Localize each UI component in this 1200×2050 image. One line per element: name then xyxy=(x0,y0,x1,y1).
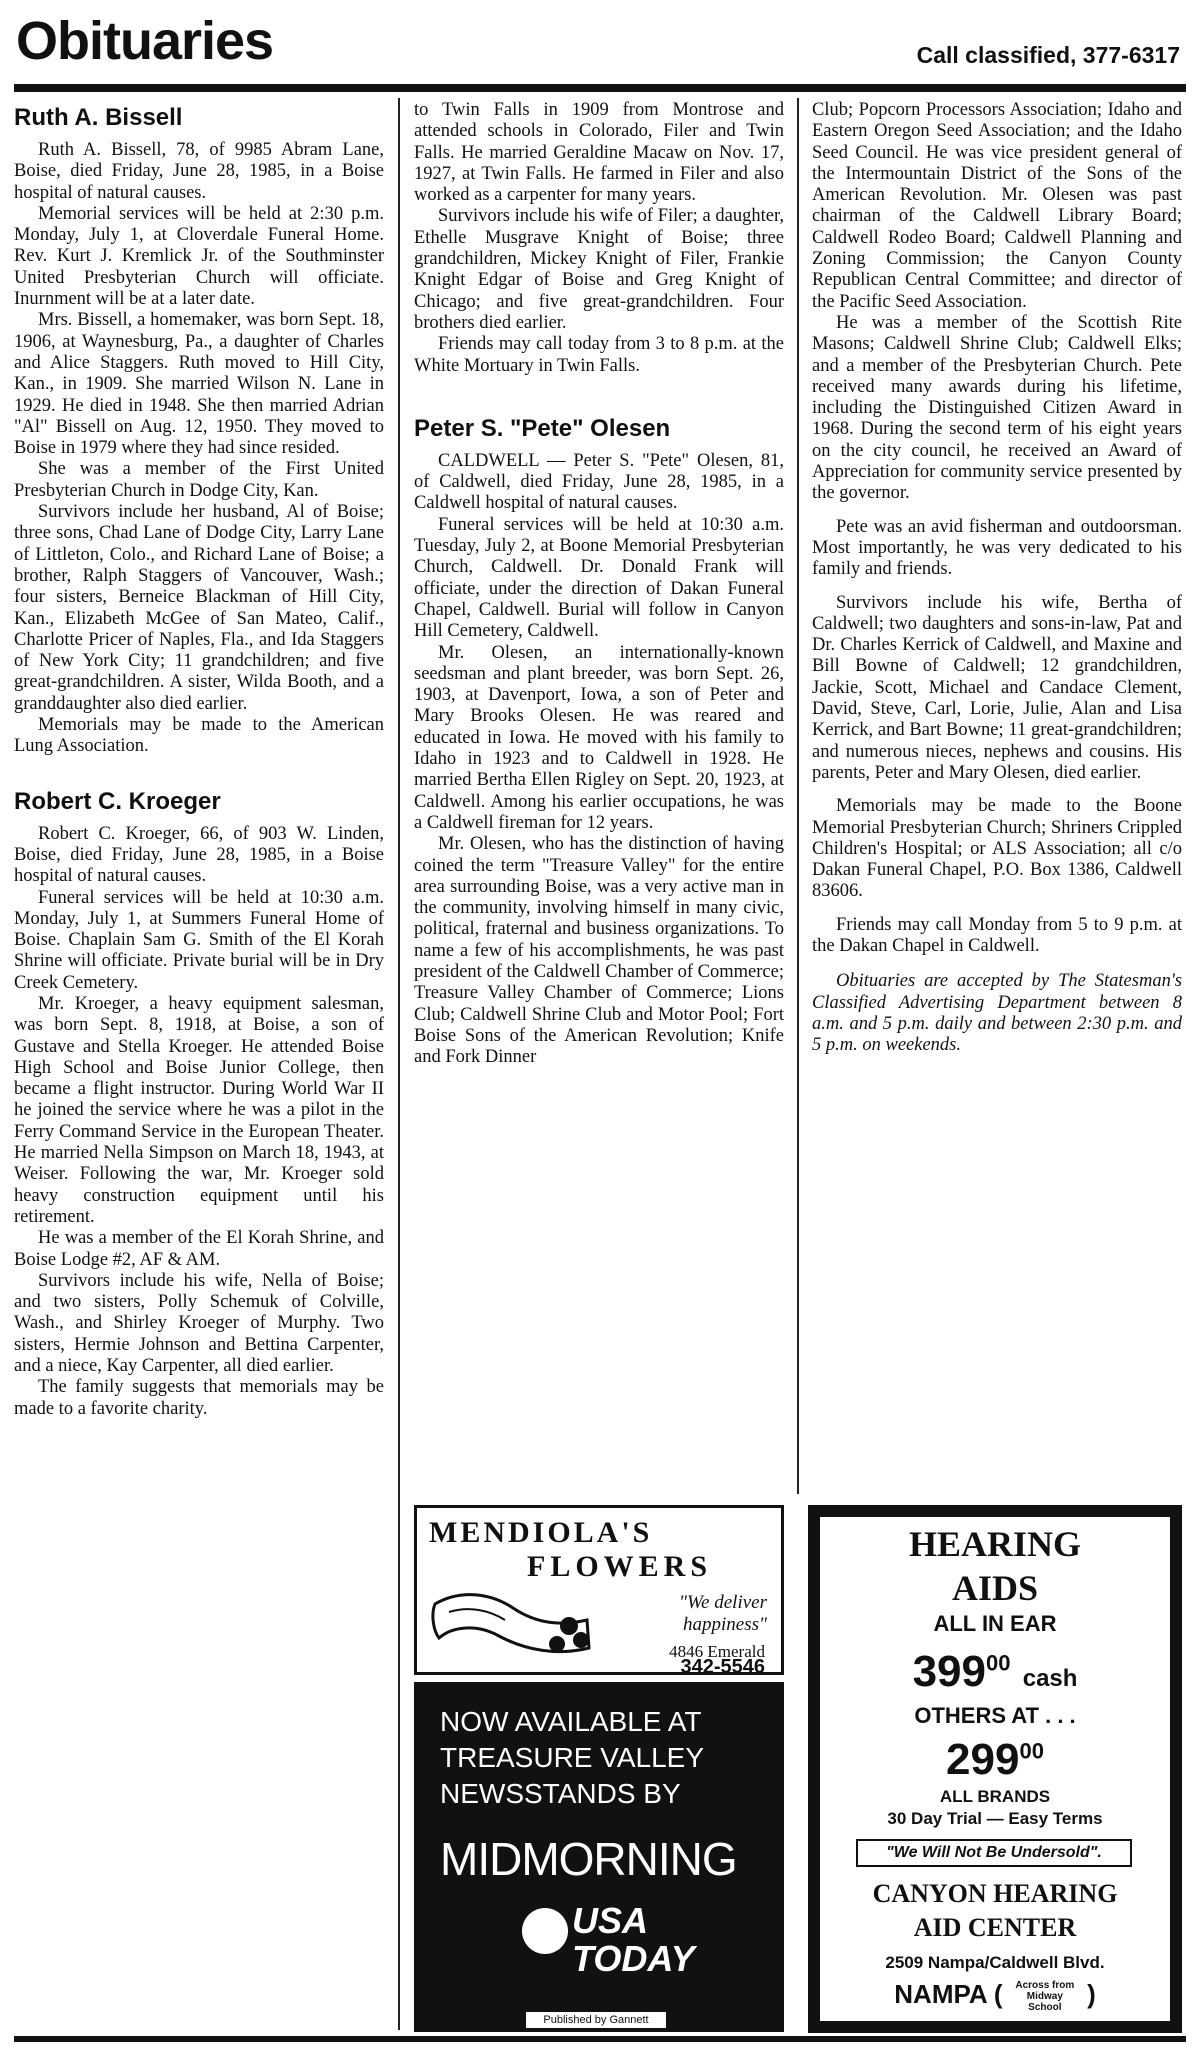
obituary-name-bissell: Ruth A. Bissell xyxy=(14,104,183,131)
obituary-paragraph: Survivors include her husband, Al of Boise; three sons, Chad Lane of Dodge City, Larry Lane of Littleton, Colo., and Richard Lane of Boise; a brother, Ralph Staggers of Vancouver, Wash.; four sisters, Berneice Blackman of Hill City, Kan., Elizabeth McGee of San Mateo, Calif., Charlotte Pricer of Naples, Fla., and Ida Staggers of New York City; 11 grandchildren; and five great-grandchildren. A sister, Wilda Booth, and a granddaughter also died earlier. xyxy=(14,502,384,714)
globe-icon xyxy=(522,1908,568,1954)
price-others: $299^{00}$ xyxy=(946,1735,1044,1784)
masthead xyxy=(14,6,1186,82)
obituary-paragraph: The family suggests that memorials may be made to a favorite charity. xyxy=(14,1377,384,1419)
obituary-paragraph: Friends may call Monday from 5 to 9 p.m. at the Dakan Chapel in Caldwell. xyxy=(812,914,1182,956)
obituary-paragraph: Survivors include his wife, Bertha of Caldwell; two daughters and sons-in-law, Pat and Dr. Charles Kerrick of Caldwell, and Maxine and Bill Bowne of Caldwell; 12 grandchildren, Jackie, Scott, Michael and Candace Clement, David, Steve, Carl, Lorie, Julie, Alan and Lisa Kerrick, and Bart Bowne; 11 great-grandchildren; and numerous nieces, nephews and cousins. His parents, Peter and Mary Olesen, died earlier. xyxy=(812,592,1182,783)
obituary-paragraph: Funeral services will be held at 10:30 a.m. Tuesday, July 2, at Boone Memorial Presbyterian Church, Caldwell. Dr. Donald Frank will officiate, under the direction of Dakan Funeral Chapel, Caldwell. Burial will follow in Canyon Hill Cemetery, Caldwell. xyxy=(414,514,784,642)
obituary-paragraph: She was a member of the First United Presbyterian Church in Dodge City, Kan. xyxy=(14,459,384,501)
business-name-2: AID CENTER xyxy=(913,1913,1077,1942)
obituary-paragraph: Survivors include his wife of Filer; a daughter, Ethelle Musgrave Knight of Boise; three grandchildren, Mickey Knight of Filer, Frankie Knight Edgar of Boise and Greg Knight of Chicago; and five great-grandchildren. Four brothers died earlier. xyxy=(414,206,784,333)
column-1 xyxy=(14,104,384,1420)
column-2 xyxy=(414,100,784,1068)
obituary-paragraph: Pete was an avid fisherman and outdoorsman. Most importantly, he was very dedicated to his family and friends. xyxy=(812,516,1182,580)
obituary-paragraph: Mr. Olesen, who has the distinction of having coined the term "Treasure Valley" for the entire area surrounding Boise, was a very active man in the community, involving himself in many civic, political, fraternal and business organizations. To name a few of his accomplishments, he was past president of the Caldwell Chamber of Commerce; Treasure Valley Chamber of Commerce; Lions Club; Caldwell Shrine Club and Motor Pool; Fort Boise Sons of the American Revolution; Knife and Fork Dinner xyxy=(414,834,784,1068)
hearing-headline: HEARING xyxy=(908,1524,1082,1564)
top-rule xyxy=(14,84,1186,92)
obituary-paragraph: to Twin Falls in 1909 from Montrose and attended schools in Colorado, Filer and Twin Falls. He married Geraldine Macaw on Nov. 17, 1927, at Twin Falls. He farmed in Filer and also worked as a carpenter for many years. xyxy=(414,100,784,206)
business-address: 2509 Nampa/Caldwell Blvd. xyxy=(885,1953,1105,1972)
aids-headline: AIDS xyxy=(951,1568,1039,1608)
obituary-paragraph: Friends may call today from 3 to 8 p.m. at the White Mortuary in Twin Falls. xyxy=(414,334,784,376)
cornucopia-icon xyxy=(429,1586,599,1666)
flowers-ad xyxy=(414,1505,784,1678)
obituary-paragraph: Memorial services will be held at 2:30 p.m. Monday, July 1, at Cloverdale Funeral Home. Rev. Kurt J. Kremlick Jr. of the Southminster United Presbyterian Church will officiate. Inurnment will be at a later date. xyxy=(14,203,384,310)
usa-headline: NOW AVAILABLE AT TREASURE VALLEY NEWSSTANDS BY xyxy=(440,1706,704,1809)
usa-today-ad xyxy=(414,1682,784,2032)
obituary-paragraph: Ruth A. Bissell, 78, of 9985 Abram Lane, Boise, died Friday, June 28, 1985, in a Boise hospital of natural causes. xyxy=(14,140,384,203)
obituary-paragraph: Mr. Olesen, an internationally-known seedsman and plant breeder, was born Sept. 26, 1903, at Davenport, Iowa, a son of Peter and Mary Brooks Olesen. He was reared and educated in Iowa. He moved with his family to Idaho in 1923 and to Caldwell in 1928. He married Bertha Ellen Rigley on Sept. 20, 1923, at Caldwell. Among his earlier occupations, he was a Caldwell fireman for 12 years. xyxy=(414,642,784,833)
florist-subtitle: FLOWERS xyxy=(527,1550,713,1583)
business-name: CANYON HEARING xyxy=(872,1879,1118,1908)
landmark: Across from Midway School xyxy=(1015,1979,1075,2013)
bottom-rule xyxy=(14,2036,1186,2042)
florist-phone: 342-5546 xyxy=(680,1656,765,1678)
obituary-name-olesen: Peter S. "Pete" Olesen xyxy=(414,414,671,442)
publisher-line: Published by Gannett xyxy=(526,2012,666,2028)
usa-edition: MIDMORNING xyxy=(440,1833,737,1885)
florist-tagline: "We deliver happiness" xyxy=(679,1592,767,1635)
obituary-paragraph: Memorials may be made to the Boone Memorial Presbyterian Church; Shriners Crippled Children's Hospital; or ALS Association; all c/o Dakan Funeral Chapel, P.O. Box 1386, Caldwell 83606. xyxy=(812,796,1182,902)
logo-line: TODAY xyxy=(572,1938,695,1979)
obituary-paragraph: CALDWELL — Peter S. "Pete" Olesen, 81, of Caldwell, died Friday, June 28, 1985, in a Caldwell hospital of natural causes. xyxy=(414,450,784,514)
all-in-ear: ALL IN EAR xyxy=(933,1611,1057,1636)
column-divider xyxy=(797,98,799,1494)
obituary-paragraph: He was a member of the El Korah Shrine, and Boise Lodge #2, AF & AM. xyxy=(14,1228,384,1270)
florist-address: 4846 Emerald xyxy=(669,1642,765,1661)
business-city: NAMPA ( Across from Midway School ) xyxy=(894,1979,1096,2013)
column-divider xyxy=(398,98,400,2030)
classified-phone: Call classified, 377-6317 xyxy=(916,42,1180,68)
all-brands: ALL BRANDS xyxy=(939,1787,1051,1806)
obituary-paragraph: Robert C. Kroeger, 66, of 903 W. Linden, Boise, died Friday, June 28, 1985, in a Boise hospital of natural causes. xyxy=(14,823,384,887)
logo-line: USA xyxy=(572,1900,649,1941)
obituary-paragraph: He was a member of the Scottish Rite Masons; Caldwell Shrine Club; Caldwell Elks; and a member of the Presbyterian Church. Pete received many awards during his lifetime, including the Distinguished Citizen Award in 1968. During the second term of his eight years on the city council, he received an Award of Appreciation for community service presented by the governor. xyxy=(812,312,1182,504)
obituary-name-kroeger: Robert C. Kroeger xyxy=(14,787,221,815)
obituary-paragraph: Mr. Kroeger, a heavy equipment salesman, was born Sept. 8, 1918, at Boise, a son of Gustave and Stella Kroeger. He attended Boise High School and Boise Junior College, then became a flight instructor. During World War II he joined the service where he was a pilot in the Ferry Command Service in the European Theater. He married Nella Simpson on March 18, 1943, at Weiser. Following the war, Mr. Kroeger sold heavy construction equipment until his retirement. xyxy=(14,993,384,1227)
obituary-paragraph: Survivors include his wife, Nella of Boise; and two sisters, Polly Schemuk of Colville, Wash., and Shirley Kroeger of Murphy. Two sisters, Hermie Johnson and Bettina Carpenter, and a niece, Kay Carpenter, all died earlier. xyxy=(14,1270,384,1377)
florist-name: MENDIOLA'S xyxy=(429,1516,653,1549)
price-cash: $399^{00}$ cash xyxy=(912,1647,1078,1696)
page-title: Obituaries xyxy=(16,11,274,71)
obituary-paragraph: Mrs. Bissell, a homemaker, was born Sept. 18, 1906, at Waynesburg, Pa., a daughter of Charles and Alice Staggers. Ruth moved to Hill City, Kan., in 1909. She married Wilson N. Lane in 1929. He died in 1948. She then married Adrian "Al" Bissell on Aug. 12, 1950. They moved to Boise in 1979 where they had since resided. xyxy=(14,310,384,459)
others-at: OTHERS AT . . . xyxy=(914,1703,1076,1728)
hearing-aid-ad xyxy=(808,1505,1182,2033)
undersold-quote: "We Will Not Be Undersold". xyxy=(856,1839,1132,1867)
column-3 xyxy=(812,100,1182,1056)
submission-notice: Obituaries are accepted by The Statesman's Classified Advertising Department between 8 a.m. and 5 p.m. daily and between 2:30 p.m. and 5 p.m. on weekends. xyxy=(812,971,1182,1056)
trial-terms: 30 Day Trial — Easy Terms xyxy=(887,1809,1103,1828)
obituary-paragraph: Club; Popcorn Processors Association; Idaho and Eastern Oregon Seed Association; and the Idaho Seed Council. He was vice president general of the Intermountain District of the Sons of the American Revolution. Mr. Olesen was past chairman of the Caldwell Library Board; Caldwell Rodeo Board; Caldwell Planning and Zoning Commission; the Canyon County Republican Central Committee; and director of the Pacific Seed Association. xyxy=(812,100,1182,312)
obituary-paragraph: Funeral services will be held at 10:30 a.m. Monday, July 1, at Summers Funeral Home of Boise. Chaplain Sam G. Smith of the El Korah Shrine will officiate. Private burial will be in Dry Creek Cemetery. xyxy=(14,887,384,993)
obituary-paragraph: Memorials may be made to the American Lung Association. xyxy=(14,715,384,757)
usa-today-logo xyxy=(514,1900,695,2000)
